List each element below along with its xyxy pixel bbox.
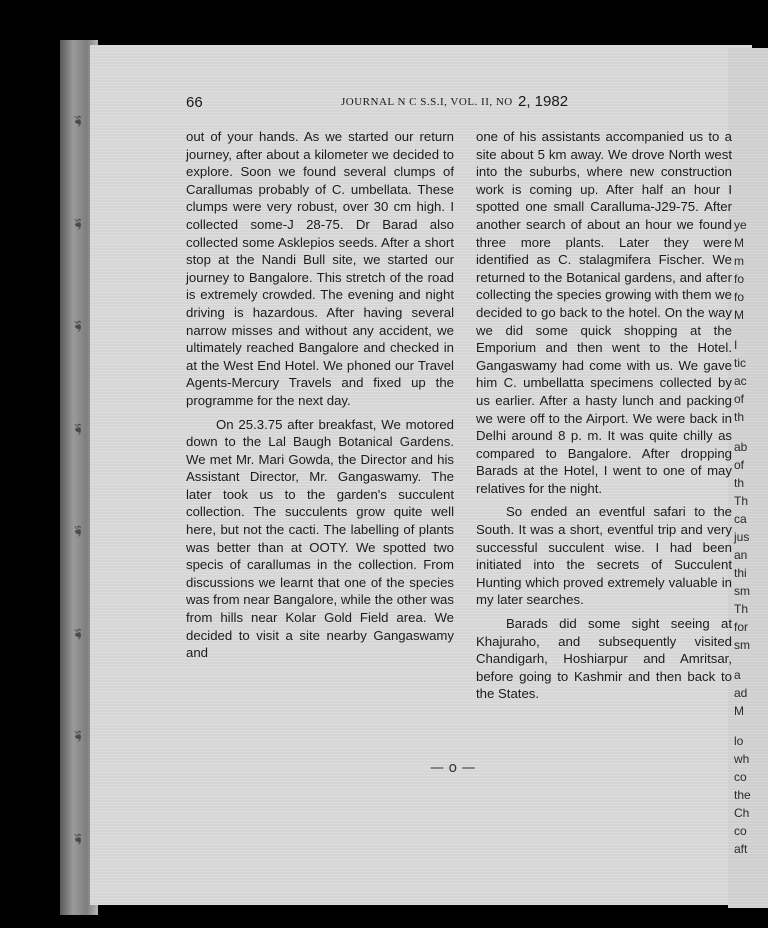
facing-page-fragment: M xyxy=(734,236,744,250)
facing-page-fragment: th xyxy=(734,410,745,424)
facing-page-fragment: Th xyxy=(734,494,749,508)
facing-page-fragment: co xyxy=(734,770,747,784)
facing-page-fragment: ab xyxy=(734,440,748,454)
paragraph: On 25.3.75 after breakfast, We motored down to the Lal Baugh Botanical Gardens. We met Mr. Mari Gowda, the Director and his Assistant Director, Mr. Gangaswamy. The later took us to the garden's succulent collection. The succulents grow quite well here, but not the cacti. The labelling of plants was better than at OOTY. We spotted two specis of carallumas in the collection. From discussions we learnt that one of the species was from near Bangalore, while the other was from hills near Kolar Gold Field area. We decided to visit a site nearby Gangaswamy and xyxy=(186,416,454,661)
facing-page-fragment: M xyxy=(734,704,744,718)
facing-page-fragment: ca xyxy=(734,512,747,526)
facing-page-edge xyxy=(728,48,768,908)
facing-page-fragment: fo xyxy=(734,290,745,304)
facing-page-fragment: m xyxy=(734,254,744,268)
right-column xyxy=(476,128,732,703)
facing-page-fragment: the xyxy=(734,788,751,802)
facing-page-fragment: jus xyxy=(734,530,750,544)
facing-page-fragment: Ch xyxy=(734,806,750,820)
page-number: 66 xyxy=(186,94,203,111)
facing-page-fragment: of xyxy=(734,458,745,472)
paragraph: So ended an eventful safari to the South. It was a short, eventful trip and very successful succulent wise. I had been initiated into the secrets of Succulent Hunting which proved extremely valuable in my later searches. xyxy=(476,504,732,608)
facing-page-fragment: I xyxy=(734,338,738,352)
facing-page-fragment: th xyxy=(734,476,745,490)
facing-page-fragment: a xyxy=(734,668,741,682)
facing-page-fragment: sm xyxy=(734,638,750,652)
running-head: JOURNAL N C S.S.I, VOL. II, NO xyxy=(341,96,513,108)
section-end-ornament: — o — xyxy=(430,760,476,776)
facing-page-fragment: fo xyxy=(734,272,745,286)
facing-page-fragment: ye xyxy=(734,218,747,232)
facing-page-fragment: Th xyxy=(734,602,749,616)
paragraph: one of his assistants accompanied us to a site about 5 km away. We drove North west into the suburbs, where new construction work is coming up. After half an hour I spotted one small Caralluma-J29-75. After another search of about an hour we found three more plants. Later they were identified as C. stalagmifera Fischer. We returned to the Botanical gardens, and after collecting the species growing with them we decided to go back to the hotel. On the way we did some quick shopping at the Emporium and then went to the Hotel. Gangaswamy had come with us. We gave him C. umbellatta specimens collected by us earlier. After a hasty lunch and packing we were off to the Airport. We were back in Delhi around 8 p. m. It was quite chilly as compared to Bangalore. After dropping Barads at the Hotel, I went to one of may relatives for the night. xyxy=(476,129,732,496)
facing-page-fragment: sm xyxy=(734,584,750,598)
page-header xyxy=(186,94,606,114)
issue-label: 2, 1982 xyxy=(518,93,569,110)
facing-page-fragment: M xyxy=(734,308,744,322)
paragraph: out of your hands. As we started our return journey, after about a kilometer we decided to explore. Soon we found several clumps of Carallumas probably of C. umbellata. These clumps were very robust, over 30 cm high. I collected some-J 28-75. Dr Barad also collected some Asklepios seeds. After a short stop at the Nandi Bull site, we started our journey to Bangalore. This stretch of the road is extremely crowded. The evening and night driving is hazardous. After having several narrow misses and without any accident, we ultimately reached Bangalore and checked in at the West End Hotel. We phoned our Travel Agents-Mercury Travels and fixed up the programme for the next day. xyxy=(186,129,454,408)
left-column xyxy=(186,128,454,662)
facing-page-fragment: ad xyxy=(734,686,748,700)
facing-page-fragment: wh xyxy=(734,752,750,766)
facing-page-fragment: tic xyxy=(734,356,746,370)
facing-page-fragment: thi xyxy=(734,566,747,580)
facing-page-fragment: lo xyxy=(734,734,744,748)
facing-page-fragment: an xyxy=(734,548,748,562)
paragraph: Barads did some sight seeing at Khajuraho, and subsequently visited Chandigarh, Hoshiarpur and Amritsar, before going to Kashmir and then back to the States. xyxy=(476,616,732,702)
spine-decoration: ☙ ☙ ☙ ☙ ☙ ☙ ☙ ☙ xyxy=(69,114,87,846)
facing-page-fragment: of xyxy=(734,392,745,406)
facing-page-fragment: co xyxy=(734,824,747,838)
facing-page-fragment: aft xyxy=(734,842,748,856)
facing-page-fragment: for xyxy=(734,620,749,634)
facing-page-fragment: ac xyxy=(734,374,747,388)
